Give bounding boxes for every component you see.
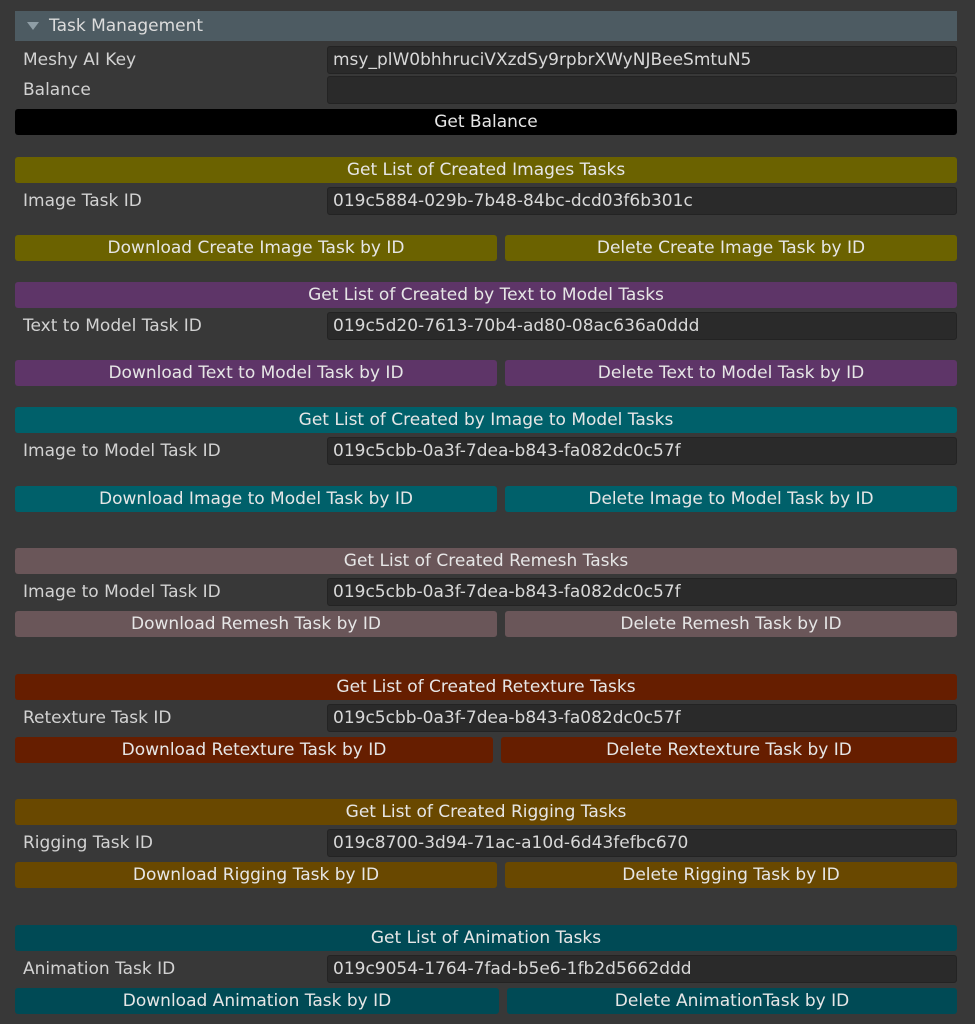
remesh-task-id-field[interactable]: 019c5cbb-0a3f-7dea-b843-fa082dc0c57f (327, 578, 957, 606)
list-text-to-model-tasks-button[interactable]: Get List of Created by Text to Model Tasks (15, 282, 957, 308)
list-images-tasks-button[interactable]: Get List of Created Images Tasks (15, 157, 957, 183)
get-balance-button[interactable]: Get Balance (15, 109, 957, 135)
image-to-model-task-id-field[interactable]: 019c5cbb-0a3f-7dea-b843-fa082dc0c57f (327, 437, 957, 465)
api-key-label: Meshy AI Key (23, 50, 137, 70)
rigging-task-id-field[interactable]: 019c8700-3d94-71ac-a10d-6d43fefbc670 (327, 829, 957, 857)
delete-image-to-model-task-button[interactable]: Delete Image to Model Task by ID (505, 486, 957, 512)
rigging-task-id-label: Rigging Task ID (23, 833, 154, 853)
download-image-task-button[interactable]: Download Create Image Task by ID (15, 235, 497, 261)
delete-rigging-task-button[interactable]: Delete Rigging Task by ID (505, 862, 957, 888)
download-remesh-task-button[interactable]: Download Remesh Task by ID (15, 611, 497, 637)
delete-retexture-task-button[interactable]: Delete Rextexture Task by ID (501, 737, 957, 763)
remesh-task-id-label: Image to Model Task ID (23, 582, 221, 602)
list-remesh-tasks-button[interactable]: Get List of Created Remesh Tasks (15, 548, 957, 574)
delete-image-task-button[interactable]: Delete Create Image Task by ID (505, 235, 957, 261)
download-rigging-task-button[interactable]: Download Rigging Task by ID (15, 862, 497, 888)
list-retexture-tasks-button[interactable]: Get List of Created Retexture Tasks (15, 674, 957, 700)
animation-task-id-field[interactable]: 019c9054-1764-7fad-b5e6-1fb2d5662ddd (327, 955, 957, 983)
list-image-to-model-tasks-button[interactable]: Get List of Created by Image to Model Tasks (15, 407, 957, 433)
balance-label: Balance (23, 80, 91, 100)
text-to-model-task-id-field[interactable]: 019c5d20-7613-70b4-ad80-08ac636a0ddd (327, 312, 957, 340)
retexture-task-id-label: Retexture Task ID (23, 708, 172, 728)
api-key-field[interactable]: msy_plW0bhhruciVXzdSy9rpbrXWyNJBeeSmtuN5 (327, 46, 957, 74)
section-title: Task Management (49, 16, 204, 36)
download-animation-task-button[interactable]: Download Animation Task by ID (15, 988, 499, 1014)
delete-remesh-task-button[interactable]: Delete Remesh Task by ID (505, 611, 957, 637)
download-retexture-task-button[interactable]: Download Retexture Task by ID (15, 737, 493, 763)
balance-field[interactable] (327, 76, 957, 104)
download-text-to-model-task-button[interactable]: Download Text to Model Task by ID (15, 360, 497, 386)
animation-task-id-label: Animation Task ID (23, 959, 176, 979)
delete-text-to-model-task-button[interactable]: Delete Text to Model Task by ID (505, 360, 957, 386)
list-animation-tasks-button[interactable]: Get List of Animation Tasks (15, 925, 957, 951)
list-rigging-tasks-button[interactable]: Get List of Created Rigging Tasks (15, 799, 957, 825)
download-image-to-model-task-button[interactable]: Download Image to Model Task by ID (15, 486, 497, 512)
task-management-foldout[interactable] (15, 11, 957, 41)
image-to-model-task-id-label: Image to Model Task ID (23, 441, 221, 461)
text-to-model-task-id-label: Text to Model Task ID (23, 316, 202, 336)
image-task-id-field[interactable]: 019c5884-029b-7b48-84bc-dcd03f6b301c (327, 187, 957, 215)
delete-animation-task-button[interactable]: Delete AnimationTask by ID (507, 988, 957, 1014)
retexture-task-id-field[interactable]: 019c5cbb-0a3f-7dea-b843-fa082dc0c57f (327, 704, 957, 732)
foldout-triangle-icon[interactable] (27, 22, 39, 30)
image-task-id-label: Image Task ID (23, 191, 142, 211)
